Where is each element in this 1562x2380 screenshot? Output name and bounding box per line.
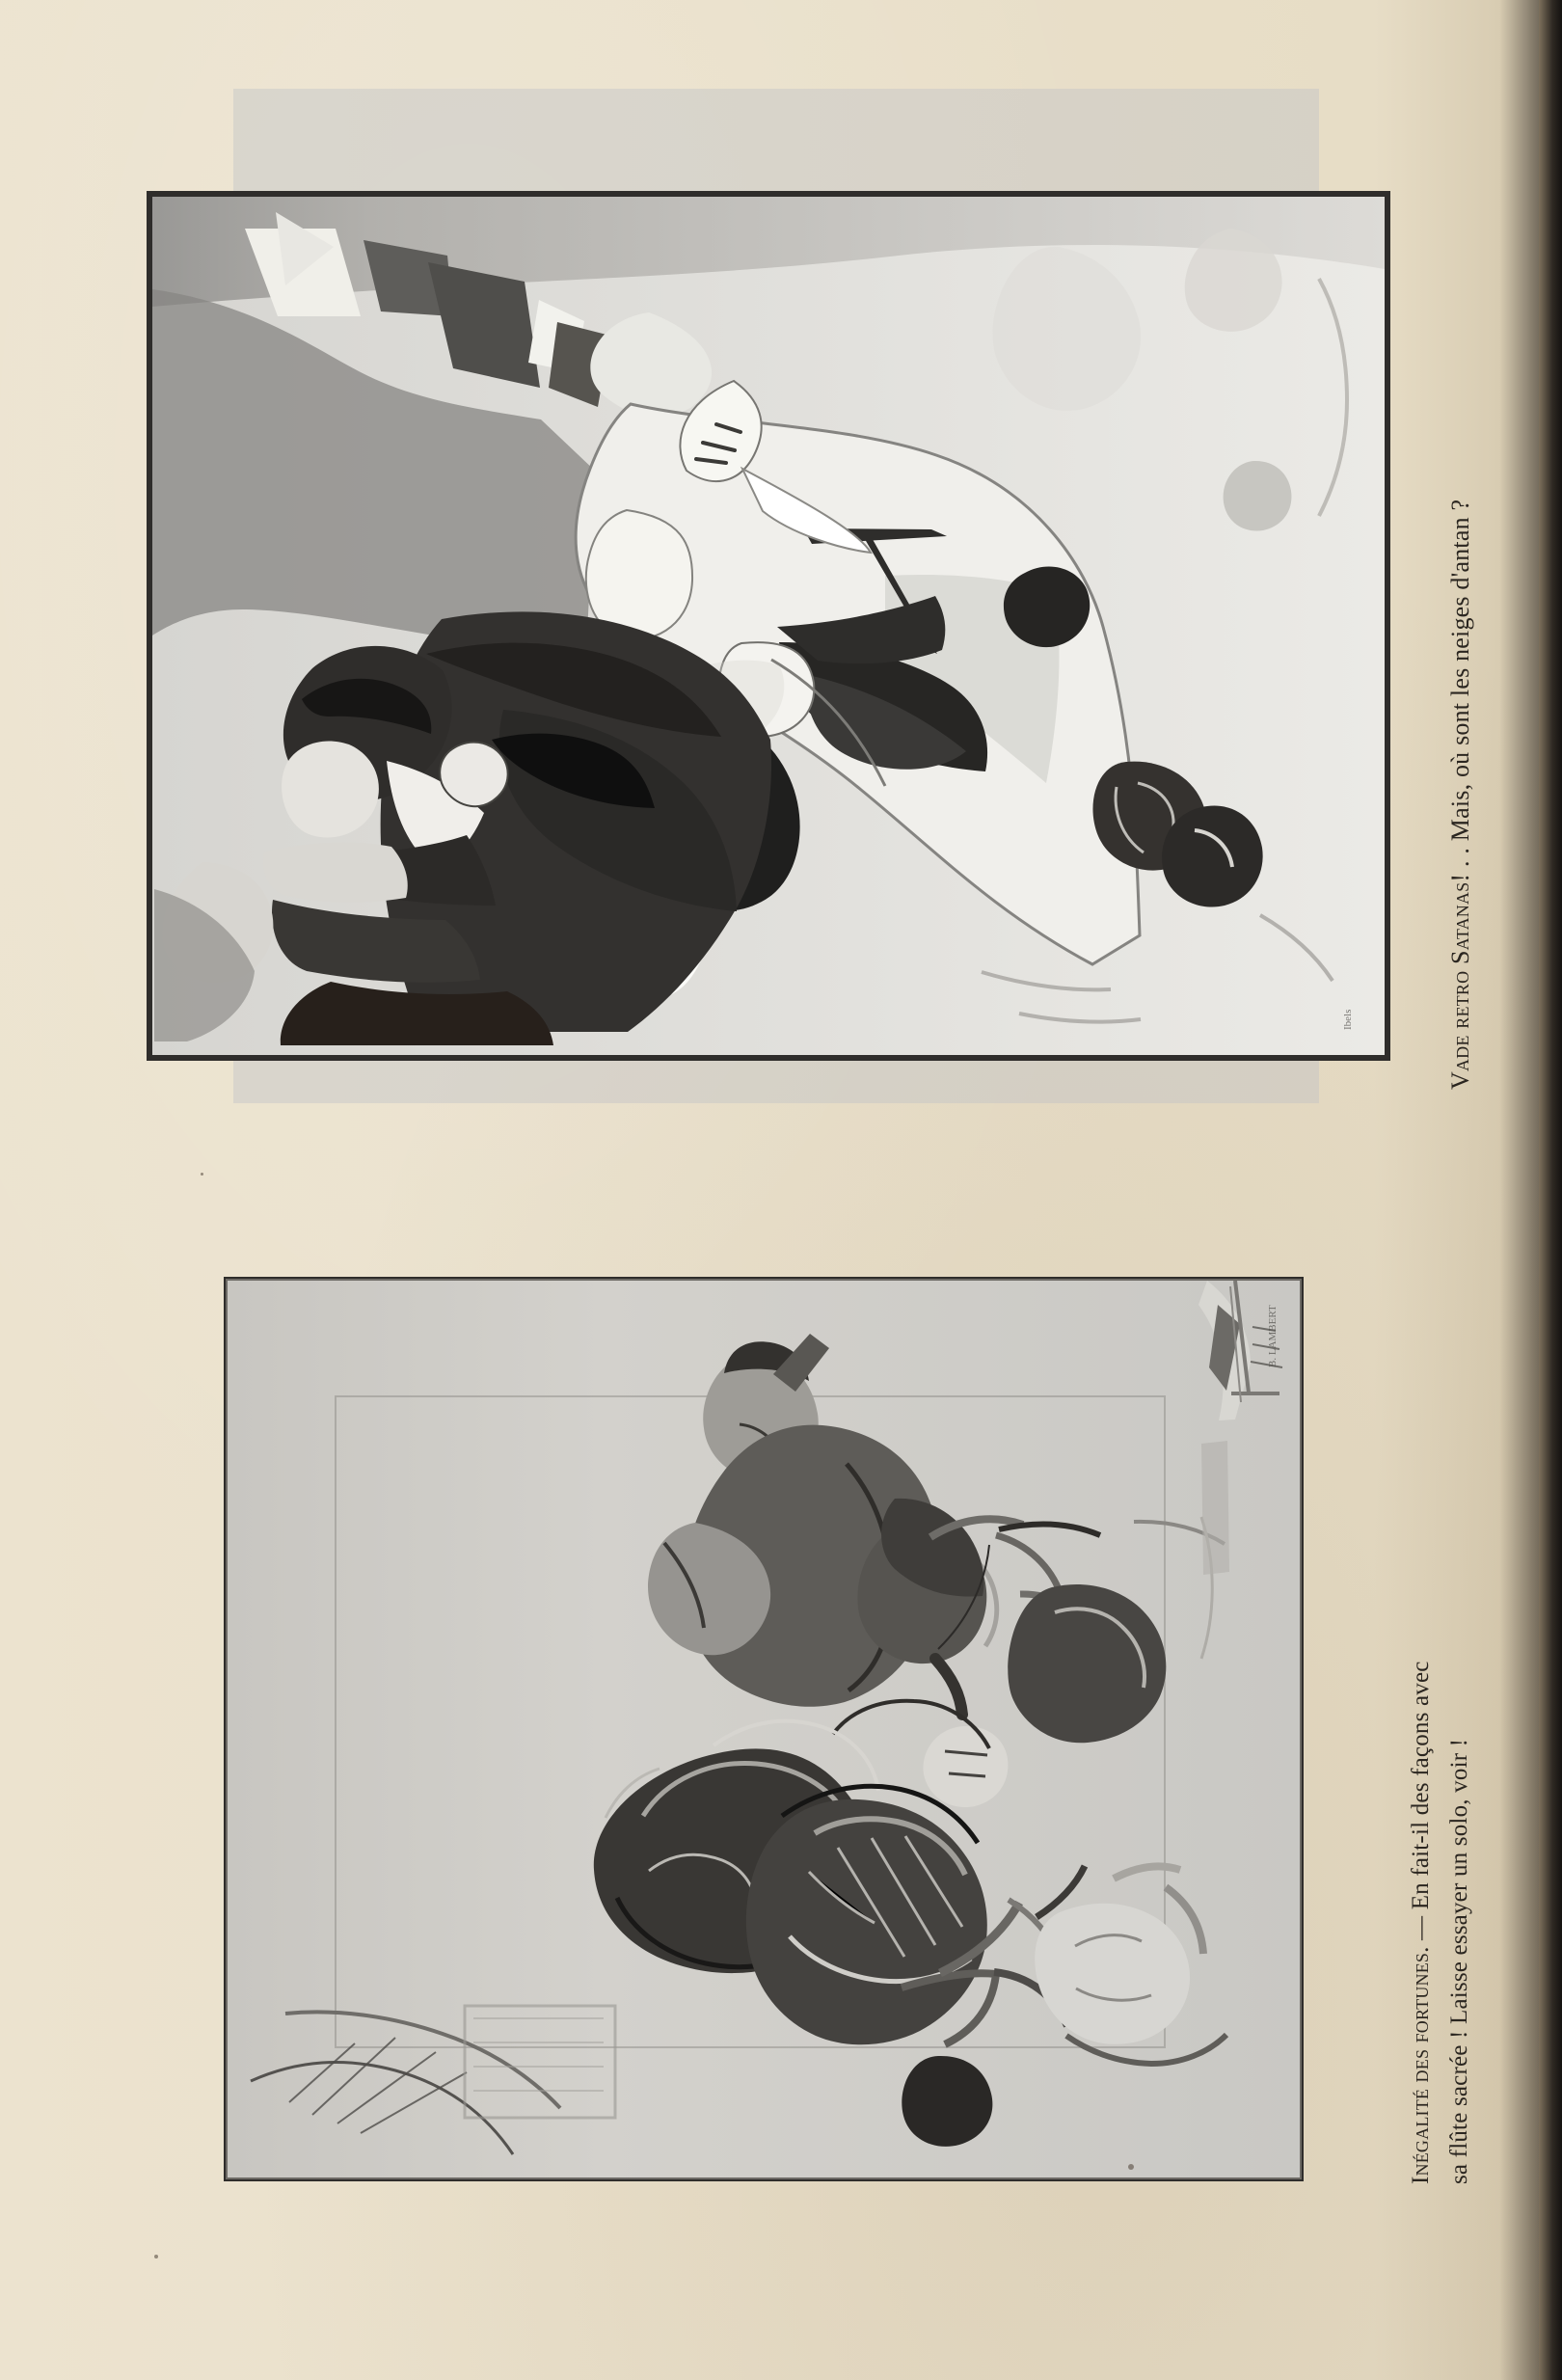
binding-shadow: [1539, 0, 1562, 2380]
children-drum-illustration: [226, 1279, 1302, 2179]
inegalite-line-1-rest: — En fait-il des façons avec: [1408, 1661, 1434, 1940]
paper-speck: [1128, 2164, 1134, 2170]
vade-retro-caption: [1446, 500, 1475, 1090]
paper-speck: [201, 1173, 203, 1176]
vade-retro-title: Vade retro Satanas: [1446, 881, 1474, 1090]
inegalite-caption: [1402, 1661, 1479, 2184]
snowman-illustration: [148, 193, 1388, 1059]
snowman-artist-signature: Ibels: [1342, 1009, 1354, 1030]
inegalite-line-1: [1402, 1661, 1441, 2184]
paper-speck: [154, 2255, 158, 2258]
vade-retro-text: ! . . Mais, où sont les neiges d'antan ?: [1446, 499, 1474, 882]
inegalite-line-2: sa flûte sacrée ! Laisse essayer un solo, voir !: [1446, 1738, 1472, 2184]
drum-artist-signature: B. LAMBERT: [1267, 1305, 1279, 1367]
inegalite-title: Inégalité des fortunes.: [1408, 1946, 1434, 2184]
